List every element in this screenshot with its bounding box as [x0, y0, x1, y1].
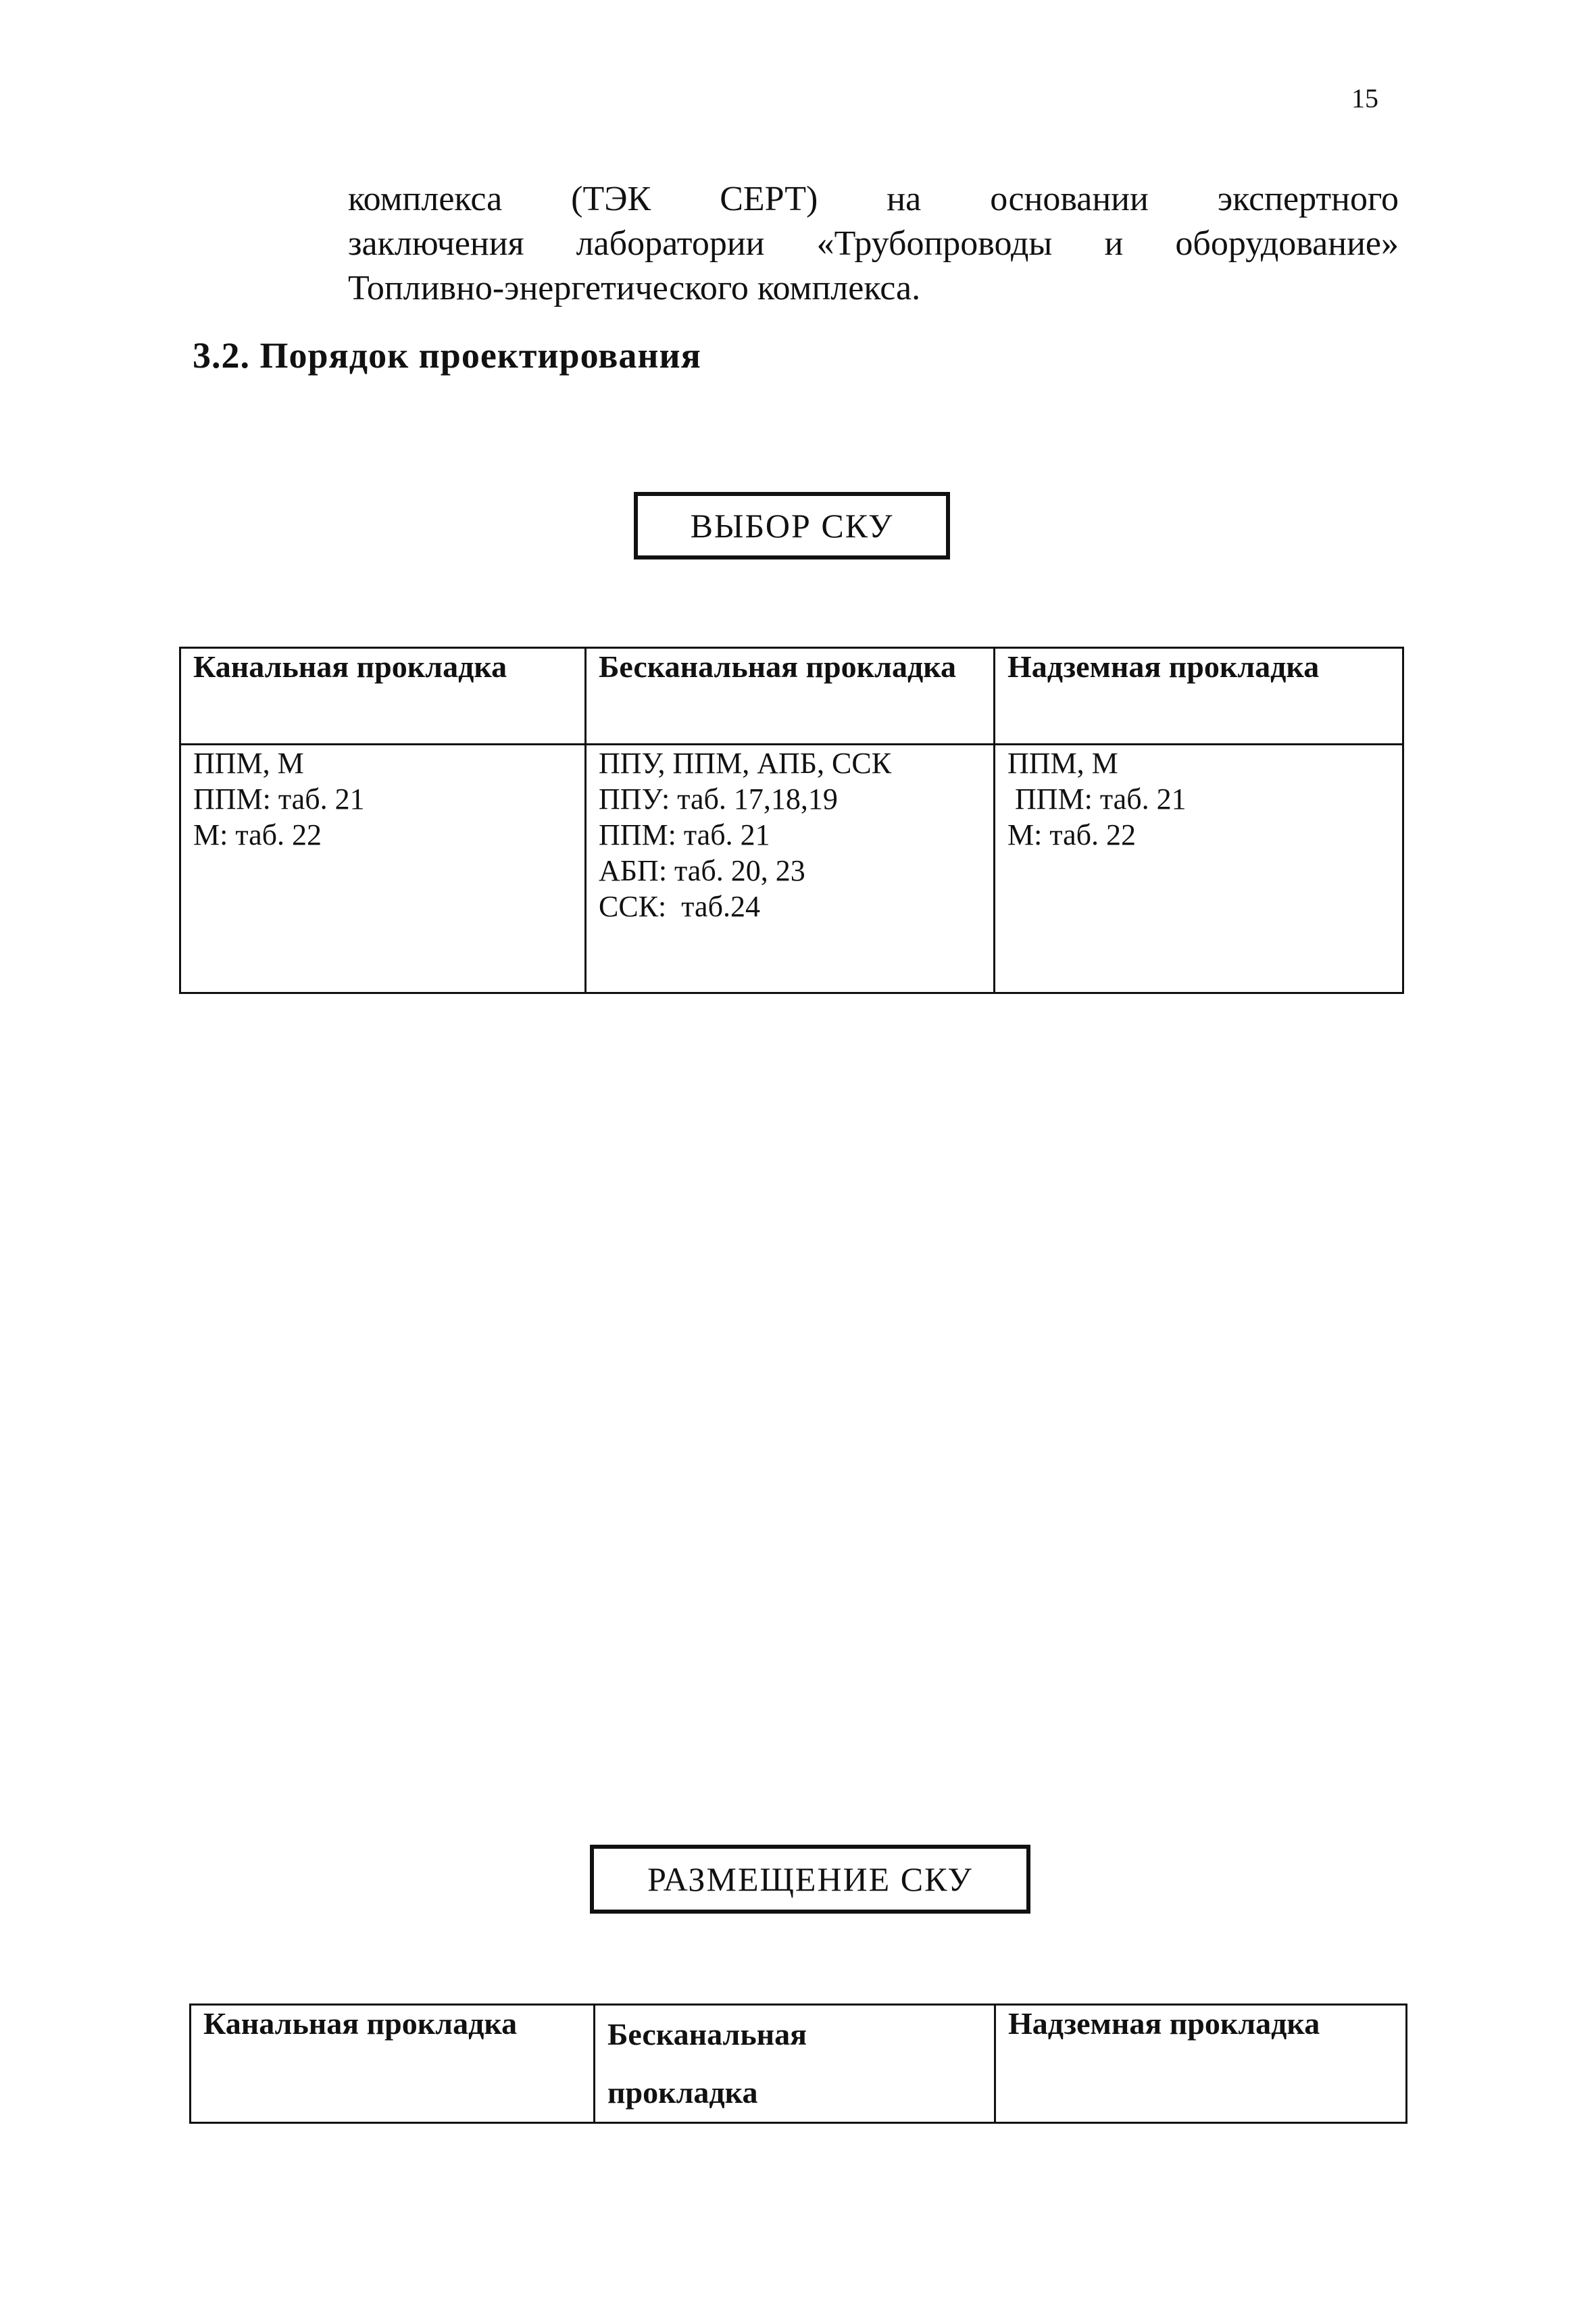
selection-title-box	[634, 492, 950, 559]
cell-line: ППМ: таб. 21	[599, 818, 770, 851]
header-channel: Канальная прокладка	[191, 2005, 595, 2123]
placement-title-box	[590, 1845, 1030, 1914]
selection-title: ВЫБОР СКУ	[690, 507, 894, 545]
table-header-row	[191, 2005, 1407, 2123]
cell-channelless	[586, 745, 995, 993]
cell-line: М: таб. 22	[193, 818, 322, 851]
header-line: Бесканальная	[607, 2017, 807, 2051]
header-channelless	[595, 2005, 995, 2123]
header-aboveground: Надземная прокладка	[995, 2005, 1407, 2123]
intro-line: комплекса (ТЭК СЕРТ) на основании экспертного	[348, 180, 1399, 218]
cell-aboveground	[995, 745, 1403, 993]
placement-table	[189, 2003, 1407, 2124]
cell-line: ППМ: таб. 21	[1007, 782, 1187, 816]
header-channelless: Бесканальная прокладка	[586, 648, 995, 745]
header-line: прокладка	[607, 2075, 758, 2110]
cell-line: ППУ: таб. 17,18,19	[599, 782, 838, 816]
cell-line: ППУ, ППМ, АПБ, ССК	[599, 747, 892, 780]
intro-paragraph	[348, 177, 1399, 311]
cell-line: ППМ, М	[193, 747, 304, 780]
cell-channel	[180, 745, 586, 993]
cell-line: ППМ: таб. 21	[193, 782, 365, 816]
cell-line: ССК: таб.24	[599, 890, 760, 923]
cell-line: М: таб. 22	[1007, 818, 1137, 851]
placement-title: РАЗМЕЩЕНИЕ СКУ	[647, 1860, 973, 1898]
table-header-row	[180, 648, 1403, 745]
cell-line: ППМ, М	[1007, 747, 1118, 780]
header-channel: Канальная прокладка	[180, 648, 586, 745]
section-heading: 3.2. Порядок проектирования	[193, 335, 701, 376]
intro-line: Топливно-энергетического комплекса.	[348, 269, 921, 307]
intro-line: заключения лаборатории «Трубопроводы и оборудование»	[348, 224, 1399, 263]
cell-line: АБП: таб. 20, 23	[599, 854, 805, 887]
selection-table	[179, 647, 1404, 994]
table-row	[180, 745, 1403, 993]
header-aboveground: Надземная прокладка	[995, 648, 1403, 745]
page-number: 15	[1351, 83, 1378, 114]
